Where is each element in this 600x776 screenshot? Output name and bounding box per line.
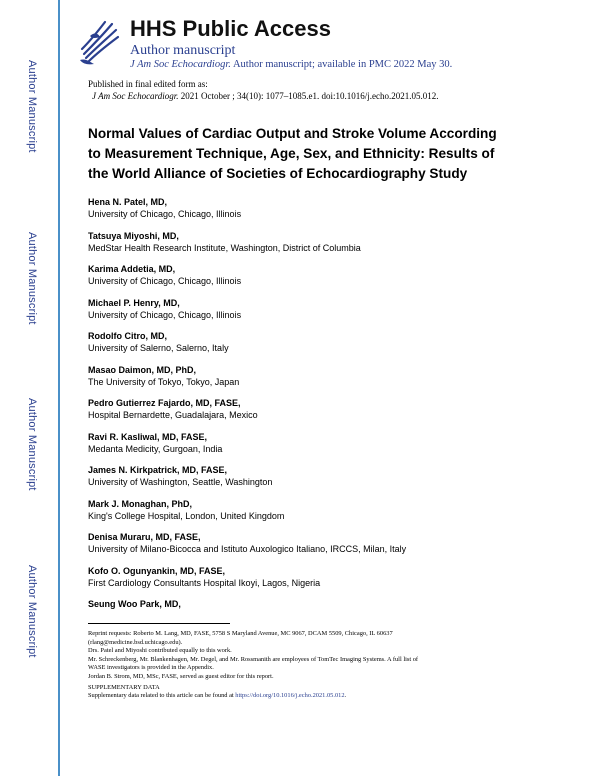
author-entry: [88, 330, 528, 364]
author-affiliation: University of Milano-Bicocca and Istituto Auxologico Italiano, IRCCS, Milan, Italy: [88, 544, 407, 554]
author-name: Karima Addetia, MD,: [88, 264, 176, 274]
author-name: Denisa Muraru, MD, FASE,: [88, 532, 201, 542]
author-affiliation: First Cardiology Consultants Hospital Ikoyi, Lagos, Nigeria: [88, 577, 321, 588]
author-entry: [88, 531, 528, 565]
article-title: Normal Values of Cardiac Output and Stroke Volume According to Measurement Technique, Age, Sex, and Ethnicity: Results of the World Alliance of Societies of Echocardiography Study: [88, 126, 497, 181]
author-entry: [88, 297, 528, 331]
author-list: [88, 196, 528, 632]
author-entry: [88, 565, 528, 599]
citation-line: [88, 90, 438, 102]
author-name: Hena N. Patel, MD,: [88, 197, 168, 207]
author-name: Pedro Gutierrez Fajardo, MD, FASE,: [88, 398, 241, 408]
author-name: Michael P. Henry, MD,: [88, 297, 180, 308]
supplementary-end: .: [344, 692, 347, 700]
author-manuscript-label: Author Manuscript: [26, 60, 38, 153]
author-entry: [88, 598, 528, 632]
author-name: James N. Kirkpatrick, MD, FASE,: [88, 465, 228, 475]
author-manuscript-subtitle: Author manuscript: [130, 43, 236, 58]
author-affiliation: The University of Tokyo, Tokyo, Japan: [88, 376, 240, 387]
equal-contribution-note: Drs. Patel and Miyoshi contributed equally to this work.: [88, 647, 232, 655]
author-name: Ravi R. Kasliwal, MD, FASE,: [88, 431, 208, 442]
author-entry: [88, 196, 528, 230]
author-name: Tatsuya Miyoshi, MD,: [88, 230, 179, 241]
published-label: Published in final edited form as:: [88, 79, 208, 89]
author-affiliation: University of Chicago, Chicago, Illinois: [88, 309, 242, 320]
citation-journal: J Am Soc Echocardiogr.: [92, 91, 179, 101]
author-name: Rodolfo Citro, MD,: [88, 331, 167, 341]
author-manuscript-label: Author Manuscript: [26, 565, 38, 658]
author-manuscript-label: Author Manuscript: [26, 232, 38, 325]
supplementary-text: [88, 692, 528, 701]
author-manuscript-label: Author Manuscript: [26, 398, 38, 491]
supplementary-lead: Supplementary data related to this article can be found at: [88, 692, 236, 700]
author-affiliation: Medanta Medicity, Gurgoan, India: [88, 443, 223, 454]
supplementary-heading: SUPPLEMENTARY DATA: [88, 683, 160, 691]
author-affiliation: University of Chicago, Chicago, Illinois: [88, 209, 242, 219]
author-affiliation: Hospital Bernardette, Guadalajara, Mexico: [88, 410, 258, 420]
citation-details: 2021 October ; 34(10): 1077–1085.e1. doi:10.1016/j.echo.2021.05.012.: [178, 91, 439, 101]
author-name: Masao Daimon, MD, PhD,: [88, 364, 197, 375]
reprint-requests: Reprint requests: Roberto M. Lang, MD, FASE, 5758 S Maryland Avenue, MC 9067, DCAM 5509, Chicago, IL 60637: [88, 630, 393, 637]
author-affiliation: King's College Hospital, London, United Kingdom: [88, 510, 285, 521]
employees-note-cont: WASE investigators is provided in the Appendix.: [88, 664, 214, 672]
author-name: Mark J. Monaghan, PhD,: [88, 498, 193, 509]
author-entry: [88, 364, 528, 398]
author-entry: [88, 230, 528, 264]
author-entry: [88, 464, 528, 498]
margin-divider: [58, 0, 60, 776]
availability-text: Author manuscript; available in PMC 2022 May 30.: [230, 59, 453, 70]
author-entry: [88, 397, 528, 431]
supplementary-doi-link[interactable]: https://doi.org/10.1016/j.echo.2021.05.012: [235, 692, 345, 700]
author-affiliation: University of Chicago, Chicago, Illinois: [88, 276, 242, 286]
hhs-header: [70, 14, 580, 74]
footnote-divider: [88, 623, 230, 624]
author-name: Seung Woo Park, MD,: [88, 599, 181, 609]
author-affiliation: MedStar Health Research Institute, Washington, District of Columbia: [88, 242, 361, 253]
publication-info: [88, 78, 438, 102]
reprint-email: (rlang@medicine.bsd.uchicago.edu).: [88, 638, 183, 646]
footnotes: [88, 630, 528, 701]
left-margin-sidebar: [0, 0, 58, 776]
hhs-public-access-title: HHS Public Access: [130, 16, 331, 41]
author-affiliation: University of Washington, Seattle, Washington: [88, 477, 273, 487]
hhs-eagle-logo-icon: [76, 16, 122, 66]
author-entry: [88, 498, 528, 532]
journal-abbrev: J Am Soc Echocardiogr.: [130, 59, 231, 70]
author-name: Kofo O. Ogunyankin, MD, FASE,: [88, 565, 226, 576]
author-entry: [88, 431, 528, 465]
employees-note: Mr. Schreckenberg, Mr. Blankenhagen, Mr. Degel, and Mr. Rossmanith are employees of TomTec Imaging Systems. A full list of: [88, 655, 419, 663]
author-affiliation: University of Salerno, Salerno, Italy: [88, 343, 229, 353]
author-entry: [88, 263, 528, 297]
guest-editor-note: Jordan B. Strom, MD, MSc, FASE, served as guest editor for this report.: [88, 672, 274, 680]
journal-availability-line: [130, 59, 452, 70]
